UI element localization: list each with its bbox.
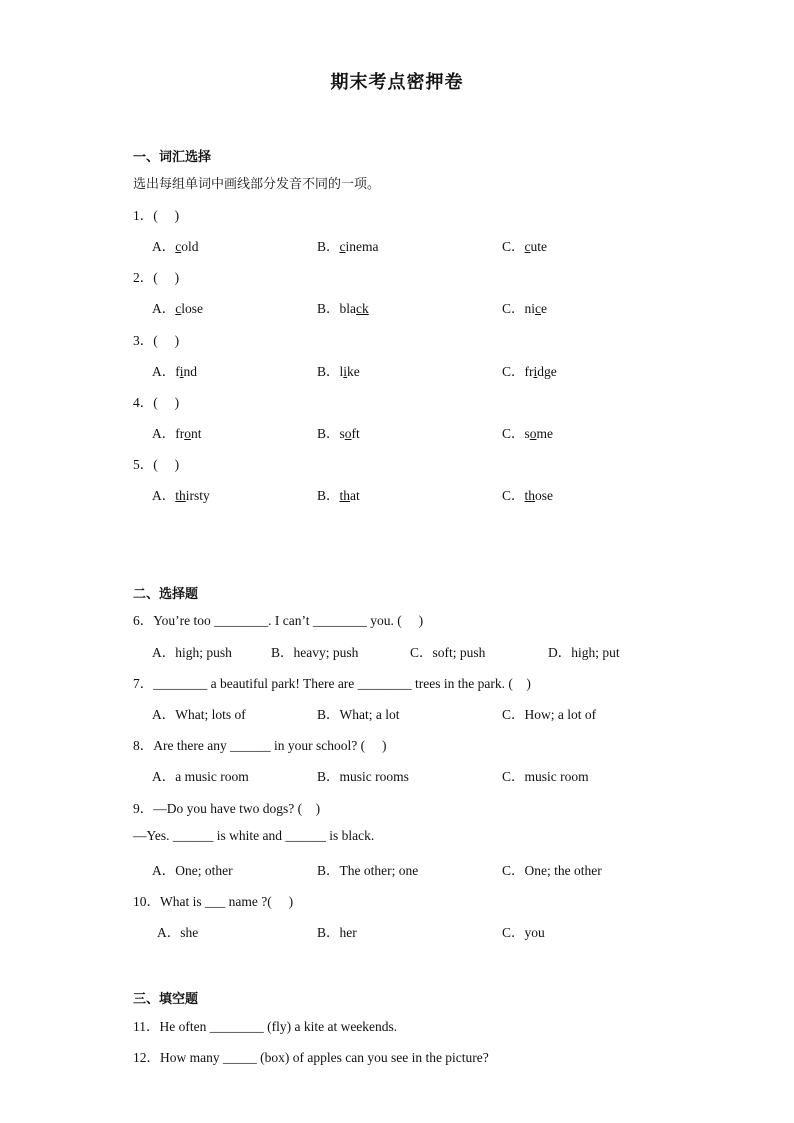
word-part: me [536, 426, 554, 441]
word-part: nd [183, 364, 198, 379]
option-label: A． [152, 301, 176, 316]
question-stem: 2．( ) [133, 270, 180, 285]
option-label: A． [152, 364, 176, 379]
option-c [502, 235, 547, 255]
option-a: A．high; push [152, 645, 232, 660]
section-heading-choice: 二、选择题 [133, 587, 199, 602]
word-part: ose [535, 488, 554, 503]
question-stem: 11．He often ________ (fly) a kite at weekends. [133, 1019, 398, 1034]
word-part: irsty [185, 488, 210, 503]
underlined-part: o [344, 426, 352, 441]
section-heading-vocabulary: 一、词汇选择 [133, 150, 212, 165]
question-stem: 4．( ) [133, 395, 180, 410]
word-part: fr [175, 426, 185, 441]
underlined-part: i [533, 364, 538, 379]
question-stem: 1．( ) [133, 208, 180, 223]
option-b: B．her [317, 925, 357, 940]
underlined-part: i [179, 364, 184, 379]
option-d: D．high; put [548, 645, 620, 660]
option-c [502, 360, 557, 380]
option-c: C．One; the other [502, 863, 602, 878]
word-part: dge [537, 364, 557, 379]
option-a [152, 484, 210, 504]
option-b: B．The other; one [317, 863, 419, 878]
option-label: C． [502, 301, 525, 316]
section-instruction: 选出每组单词中画线部分发音不同的一项。 [133, 177, 381, 192]
option-c: C．soft; push [410, 645, 486, 660]
option-label: B． [317, 426, 340, 441]
question-stem: 12．How many _____ (box) of apples can you see in the picture? [133, 1050, 489, 1065]
question-stem: 7．________ a beautiful park! There are ________ trees in the park. ( ) [133, 676, 531, 691]
word-part: l [339, 364, 344, 379]
word-part: s [339, 426, 345, 441]
underlined-part: c [524, 239, 531, 254]
option-a [152, 235, 199, 255]
word-part: lose [181, 301, 203, 316]
word-part: old [181, 239, 199, 254]
option-a: A．a music room [152, 769, 249, 784]
word-part: ke [347, 364, 360, 379]
underlined-part: th [339, 488, 351, 503]
option-c: C．How; a lot of [502, 707, 597, 722]
word-part: bla [339, 301, 357, 316]
word-part: nt [191, 426, 202, 441]
option-label: A． [152, 426, 176, 441]
option-label: B． [317, 301, 340, 316]
option-label: B． [317, 488, 340, 503]
option-b [317, 360, 360, 380]
option-a: A．she [157, 925, 199, 940]
option-b [317, 422, 360, 442]
option-c [502, 422, 553, 442]
question-stem: 10．What is ___ name ?( ) [133, 894, 294, 909]
underlined-part: o [184, 426, 191, 441]
question-stem-line2: —Yes. ______ is white and ______ is black. [133, 828, 375, 843]
option-c: C．you [502, 925, 545, 940]
option-a [152, 360, 197, 380]
option-a [152, 422, 202, 442]
option-b: B．music rooms [317, 769, 409, 784]
page-title: 期末考点密押卷 [330, 72, 464, 93]
option-label: C． [502, 239, 525, 254]
question-stem: 9．—Do you have two dogs? ( ) [133, 801, 321, 816]
word-part: e [541, 301, 548, 316]
option-a: A．What; lots of [152, 707, 246, 722]
option-label: C． [502, 488, 525, 503]
option-b: B．What; a lot [317, 707, 400, 722]
underlined-part: i [343, 364, 348, 379]
underlined-part: th [524, 488, 536, 503]
option-label: B． [317, 239, 340, 254]
underlined-part: o [529, 426, 537, 441]
word-part: ni [524, 301, 536, 316]
word-part: fr [524, 364, 534, 379]
option-a: A．One; other [152, 863, 233, 878]
underlined-part: th [175, 488, 186, 503]
word-part: at [350, 488, 360, 503]
option-b [317, 484, 360, 504]
underlined-part: c [535, 301, 542, 316]
option-label: A． [152, 488, 176, 503]
option-c [502, 297, 547, 317]
underlined-part: c [175, 239, 182, 254]
option-b [317, 235, 379, 255]
option-b [317, 297, 369, 317]
word-part: s [524, 426, 530, 441]
underlined-part: c [339, 239, 346, 254]
word-part: f [175, 364, 180, 379]
word-part: inema [345, 239, 379, 254]
question-stem: 5．( ) [133, 457, 180, 472]
question-stem: 6．You’re too ________. I can’t ________ you. ( ) [133, 613, 424, 628]
underlined-part: ck [356, 301, 369, 316]
option-c [502, 484, 553, 504]
question-stem: 3．( ) [133, 333, 180, 348]
option-b: B．heavy; push [271, 645, 359, 660]
option-label: C． [502, 426, 525, 441]
option-c: C．music room [502, 769, 589, 784]
option-label: C． [502, 364, 525, 379]
option-label: B． [317, 364, 340, 379]
question-stem: 8．Are there any ______ in your school? ( ) [133, 738, 387, 753]
word-part: ft [351, 426, 360, 441]
option-a [152, 297, 203, 317]
underlined-part: c [175, 301, 182, 316]
option-label: A． [152, 239, 176, 254]
section-heading-fill-blank: 三、填空题 [133, 992, 199, 1007]
word-part: ute [530, 239, 548, 254]
